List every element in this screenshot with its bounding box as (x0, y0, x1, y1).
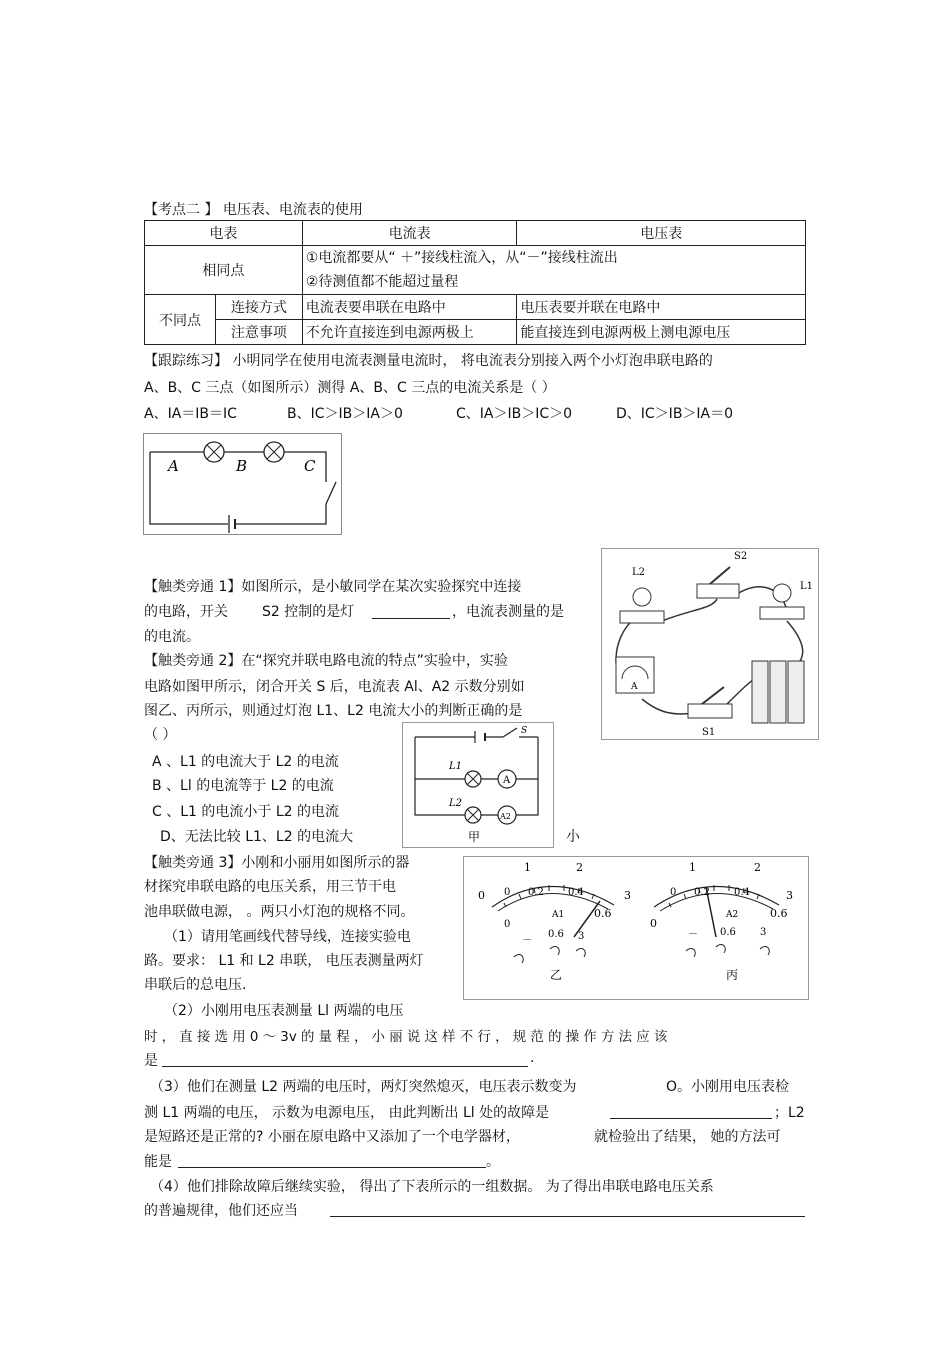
practice-option-a: A、IA＝IB＝IC (144, 406, 237, 422)
label-c: C (304, 457, 316, 475)
dial-right-side-1: 0.6 (770, 907, 788, 920)
q3-part3-blank-2[interactable] (178, 1167, 486, 1168)
q3-line-1: 【触类旁通 3】小刚和小丽用如图所示的器 (144, 855, 410, 871)
q1-circuit-figure (601, 548, 819, 740)
dial-right-side-0: 0 (650, 917, 657, 930)
dial-right-tick-1: 1 (689, 861, 696, 874)
practice-line-2: A、B、C 三点（如图所示）测得 A、B、C 三点的电流关系是（ ） (144, 380, 556, 396)
q3-part3-a: （3）他们在测量 L2 两端的电压时，两灯突然熄灭，电压表示数变为 (150, 1079, 577, 1095)
dial-left-mid-2: 0.4 (568, 887, 584, 898)
q3-part3-b: O。小刚用电压表检 (666, 1079, 790, 1095)
q3-part2-a: （2）小刚用电压表测量 Ll 两端的电压 (164, 1003, 404, 1019)
dial-right-term-neg: － (688, 929, 698, 940)
cell-voltmeter-caution: 能直接连到电源两极上测电源电压 (517, 320, 806, 345)
q1-line-2b: S2 控制的是灯 (262, 604, 355, 620)
dial-left-mid-0b: 0 (504, 919, 511, 930)
dial-right-mid-1: 0.2 (694, 887, 710, 898)
ammeter-dial-left (478, 861, 631, 982)
label-a2: A2 (500, 812, 511, 821)
q3-part4-b: 的普遍规律，他们还应当 (144, 1203, 298, 1219)
q3-part3-f: 就检验出了结果， 她的方法可 (594, 1129, 781, 1145)
q2-option-c: C 、L1 的电流小于 L2 的电流 (152, 804, 339, 820)
q3-part1-a: （1）请用笔画线代替导线，连接实验电 (164, 929, 411, 945)
q2-line-2: 电路如图甲所示，闭合开关 S 后，电流表 Al、A2 示数分别如 (144, 679, 525, 695)
q3-part3-h: 。 (486, 1154, 500, 1170)
dial-right-tick-2: 2 (754, 861, 761, 874)
practice-option-d: D、IC＞IB＞IA＝0 (616, 406, 734, 422)
practice-option-c: C、IA＞IB＞IC＞0 (456, 406, 573, 422)
q3-part3-c: 测 L1 两端的电压， 示数为电源电压， 由此判断出 Ll 处的故障是 (144, 1105, 550, 1121)
dial-left-term-neg: － (522, 935, 532, 946)
dial-left-side-1: 0.6 (594, 907, 612, 920)
table-header-ammeter: 电流表 (302, 221, 517, 246)
label-b: B (236, 457, 248, 475)
battery-icon (228, 514, 236, 534)
same-point-1: ①电流都要从“ ＋”接线柱流入，从“－”接线柱流出 (305, 250, 618, 266)
bulb-icon (465, 771, 481, 787)
q3-part3-d: ；L2 (774, 1105, 805, 1121)
q3-part2-b: 时 ， 直 接 选 用 0 ～ 3v 的 量 程 ， 小 丽 说 这 样 不 行 ， 规 范 的 操 作 方 法 应 该 (144, 1030, 668, 1045)
q3-part3-blank-1[interactable] (610, 1118, 772, 1119)
dial-left-mid-0: 0 (504, 887, 511, 898)
q3-part3-g: 能是 (144, 1154, 172, 1170)
q2-option-a: A 、L1 的电流大于 L2 的电流 (152, 754, 339, 770)
switch-icon (688, 687, 732, 718)
meter-comparison-table (144, 220, 806, 345)
bulb-icon (264, 442, 284, 462)
ammeter-dial-right (650, 861, 793, 982)
q1-line-2c: ，电流表测量的是 (452, 604, 564, 620)
dial-right-caption: 丙 (726, 968, 739, 982)
cell-ammeter-connection: 电流表要串联在电路中 (302, 295, 517, 320)
dial-right-mid-2: 0.4 (734, 887, 750, 898)
q2-line-4: （ ） (144, 727, 177, 743)
same-label: 相同点 (145, 246, 303, 295)
battery-icon (752, 661, 804, 723)
dial-left-side-0: 0 (478, 889, 485, 902)
q1-line-3: 的电流。 (144, 629, 200, 645)
parallel-circuit-figure (402, 722, 554, 848)
q2-option-d: D、无法比较 L1、L2 的电流大 (160, 829, 354, 845)
dial-right-term-06: 0.6 (720, 927, 736, 938)
row-label-connection: 连接方式 (215, 295, 302, 320)
label-s2: S2 (734, 551, 748, 562)
q3-part3-e: 是短路还是正常的? 小丽在原电路中又添加了一个电学器材， (144, 1129, 520, 1145)
practice-line-1: 【跟踪练习】 小明同学在使用电流表测量电流时， 将电流表分别接入两个小灯泡串联电路的 (144, 353, 713, 369)
q1-line-2a: 的电路，开关 (144, 604, 228, 620)
svg-text:A: A (631, 682, 638, 692)
bulb-icon (620, 588, 664, 623)
label-jia: 甲 (468, 830, 481, 844)
label-l2: L2 (632, 567, 646, 578)
ammeter-icon (616, 657, 654, 693)
label-a: A (168, 457, 179, 475)
q3-part1-b: 路。要求： L1 和 L2 串联， 电压表测量两灯 (144, 953, 424, 969)
label-s1: S1 (702, 727, 716, 738)
q3-line-2: 材探究串联电路的电压关系，用三节干电 (144, 879, 396, 895)
bulb-icon (760, 584, 804, 619)
same-point-2: ②待测值都不能超过量程 (305, 274, 459, 290)
dial-left-name: A1 (552, 910, 565, 920)
cell-ammeter-caution: 不允许直接连到电源两极上 (302, 320, 517, 345)
dial-left-term-3: 3 (578, 931, 585, 942)
q2-line-1: 【触类旁通 2】在“探究并联电路电流的特点”实验中，实验 (144, 653, 508, 669)
series-circuit-figure (143, 433, 342, 535)
dial-left-side-2: 3 (624, 889, 631, 902)
dial-right-name: A2 (726, 910, 739, 920)
q2-option-d-tail: 小 (566, 829, 580, 845)
q1-line-1: 【触类旁通 1】如图所示，是小敏同学在某次实验探究中连接 (144, 579, 522, 595)
q3-part1-c: 串联后的总电压. (144, 977, 247, 993)
q3-part4-a: （4）他们排除故障后继续实验， 得出了下表所示的一组数据。 为了得出串联电路电压关系 (150, 1179, 714, 1195)
cell-voltmeter-connection: 电压表要并联在电路中 (517, 295, 806, 320)
label-a1: A (503, 775, 511, 786)
practice-option-b: B、IC＞IB＞IA＞0 (287, 406, 403, 422)
label-s: S (521, 726, 528, 736)
bulb-icon (465, 807, 481, 823)
bulb-icon (204, 442, 224, 462)
dial-right-mid-0: 0 (670, 887, 677, 898)
label-l1: L1 (449, 761, 463, 772)
q3-line-3: 池串联做电源， 。两只小灯泡的规格不同。 (144, 904, 415, 920)
q3-part2-blank[interactable] (162, 1066, 528, 1067)
dial-left-mid-1: 0.2 (528, 887, 544, 898)
dial-right-term-3: 3 (760, 927, 767, 938)
q1-blank[interactable] (372, 618, 450, 619)
section-title: 【考点二 】 电压表、电流表的使用 (144, 202, 363, 218)
q3-part4-blank[interactable] (330, 1216, 805, 1217)
switch-icon (697, 567, 739, 598)
q3-part2-c: 是 (144, 1053, 158, 1069)
dial-left-tick-1: 1 (524, 861, 531, 874)
q2-line-3: 图乙、丙所示，则通过灯泡 L1、L2 电流大小的判断正确的是 (144, 703, 523, 719)
dial-left-caption: 乙 (550, 968, 563, 982)
dial-left-tick-2: 2 (576, 861, 583, 874)
table-header-voltmeter: 电压表 (517, 221, 806, 246)
dial-left-term-06: 0.6 (548, 929, 564, 940)
diff-label: 不同点 (145, 295, 216, 345)
ammeter-dials-figure (463, 856, 809, 1000)
dial-right-side-2: 3 (786, 889, 793, 902)
row-label-caution: 注意事项 (215, 320, 302, 345)
label-l2: L2 (449, 798, 463, 809)
battery-icon (475, 731, 485, 743)
q3-part2-d: . (530, 1050, 535, 1066)
q2-option-b: B 、Ll 的电流等于 L2 的电流 (152, 778, 334, 794)
table-header-meter: 电表 (145, 221, 303, 246)
same-points (302, 246, 805, 295)
label-l1: L1 (800, 581, 814, 592)
